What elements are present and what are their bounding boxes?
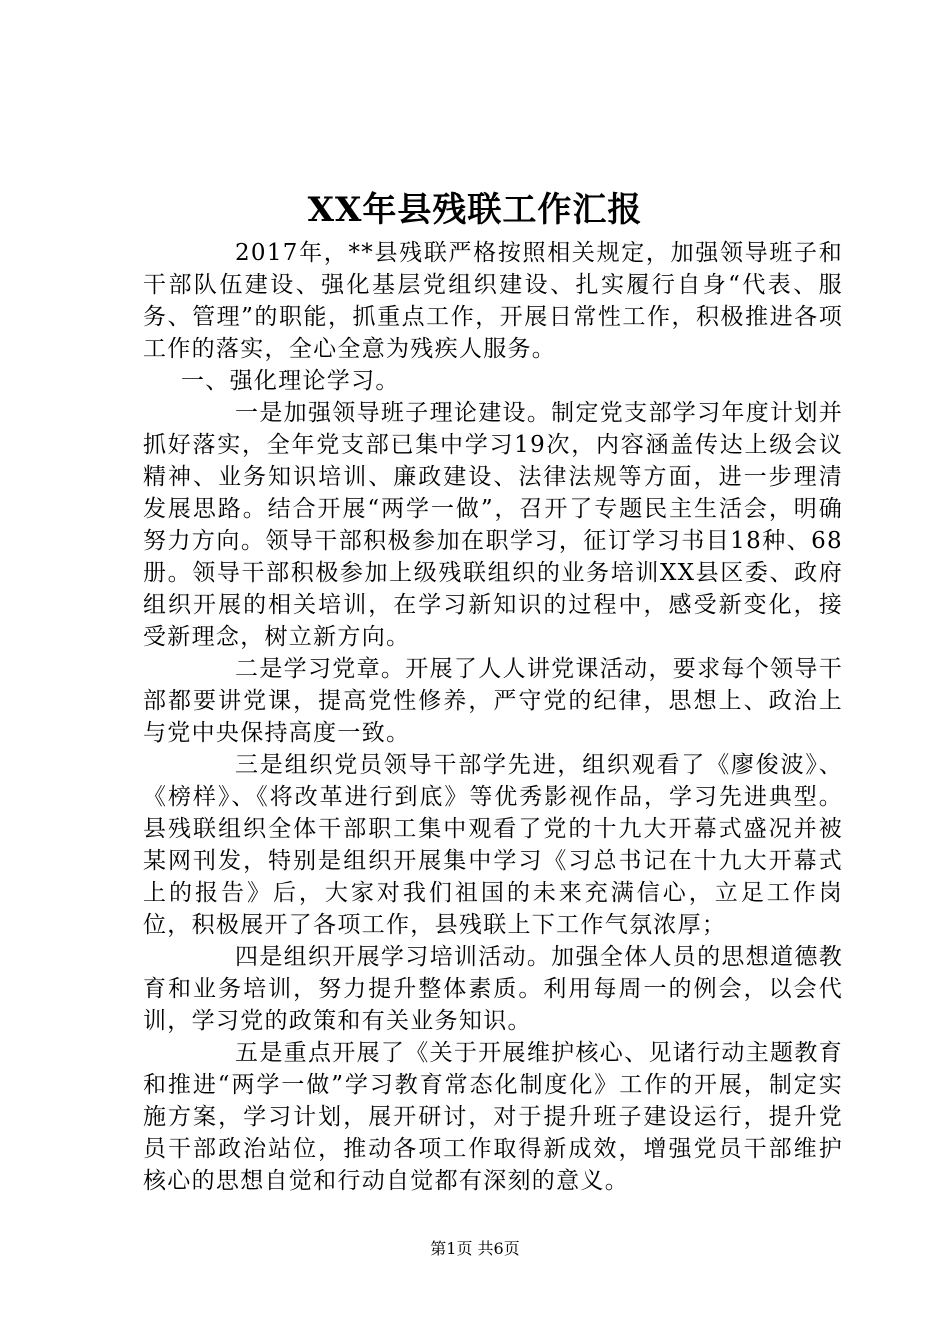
section-heading: 一、强化理论学习。 (181, 368, 400, 394)
item-paragraph-3: 三是组织党员领导干部学先进，组织观看了《廖俊波》、《榜样》、《将改革进行到底》等优秀影视作品，学习先进典型。县残联组织全体干部职工集中观看了党的十九大开幕式盛况并被某网刊发，特别是组织开展集中学习《习总书记在十九大开幕式上的报告》后，大家对我们祖国的未来充满信心，立足工作岗位，积极展开了各项工作，县残联上下工作气氛浓厚； (143, 752, 843, 938)
document-title: XX年县残联工作汇报 (307, 190, 643, 230)
intro-paragraph: 2017年，**县残联严格按照相关规定，加强领导班子和干部队伍建设、强化基层党组织建设、扎实履行自身“代表、服务、管理”的职能，抓重点工作，开展日常性工作，积极推进各项工作的落实，全心全意为残疾人服务。 (143, 240, 843, 362)
item-paragraph-1: 一是加强领导班子理论建设。制定党支部学习年度计划并抓好落实，全年党支部已集中学习19次，内容涵盖传达上级会议精神、业务知识培训、廉政建设、法律法规等方面，进一步理清发展思路。结合开展“两学一做”，召开了专题民主生活会，明确努力方向。领导干部积极参加在职学习，征订学习书目18种、68册。领导干部积极参加上级残联组织的业务培训XX县区委、政府组织开展的相关培训，在学习新知识的过程中，感受新变化，接受新理念，树立新方向。 (143, 400, 843, 650)
document-body (143, 237, 843, 1197)
item-paragraph-5: 五是重点开展了《关于开展维护核心、见诸行动主题教育和推进“两学一做”学习教育常态化制度化》工作的开展，制定实施方案，学习计划，展开研讨，对于提升班子建设运行，提升党员干部政治站位，推动各项工作取得新成效，增强党员干部维护核心的思想自觉和行动自觉都有深刻的意义。 (143, 1040, 843, 1194)
item-paragraph-4: 四是组织开展学习培训活动。加强全体人员的思想道德教育和业务培训，努力提升整体素质。利用每周一的例会，以会代训，学习党的政策和有关业务知识。 (143, 944, 843, 1034)
item-paragraph-2: 二是学习党章。开展了人人讲党课活动，要求每个领导干部都要讲党课，提高党性修养，严守党的纪律，思想上、政治上与党中央保持高度一致。 (143, 656, 843, 746)
page-number-footer: 第1页 共6页 (430, 1239, 520, 1258)
